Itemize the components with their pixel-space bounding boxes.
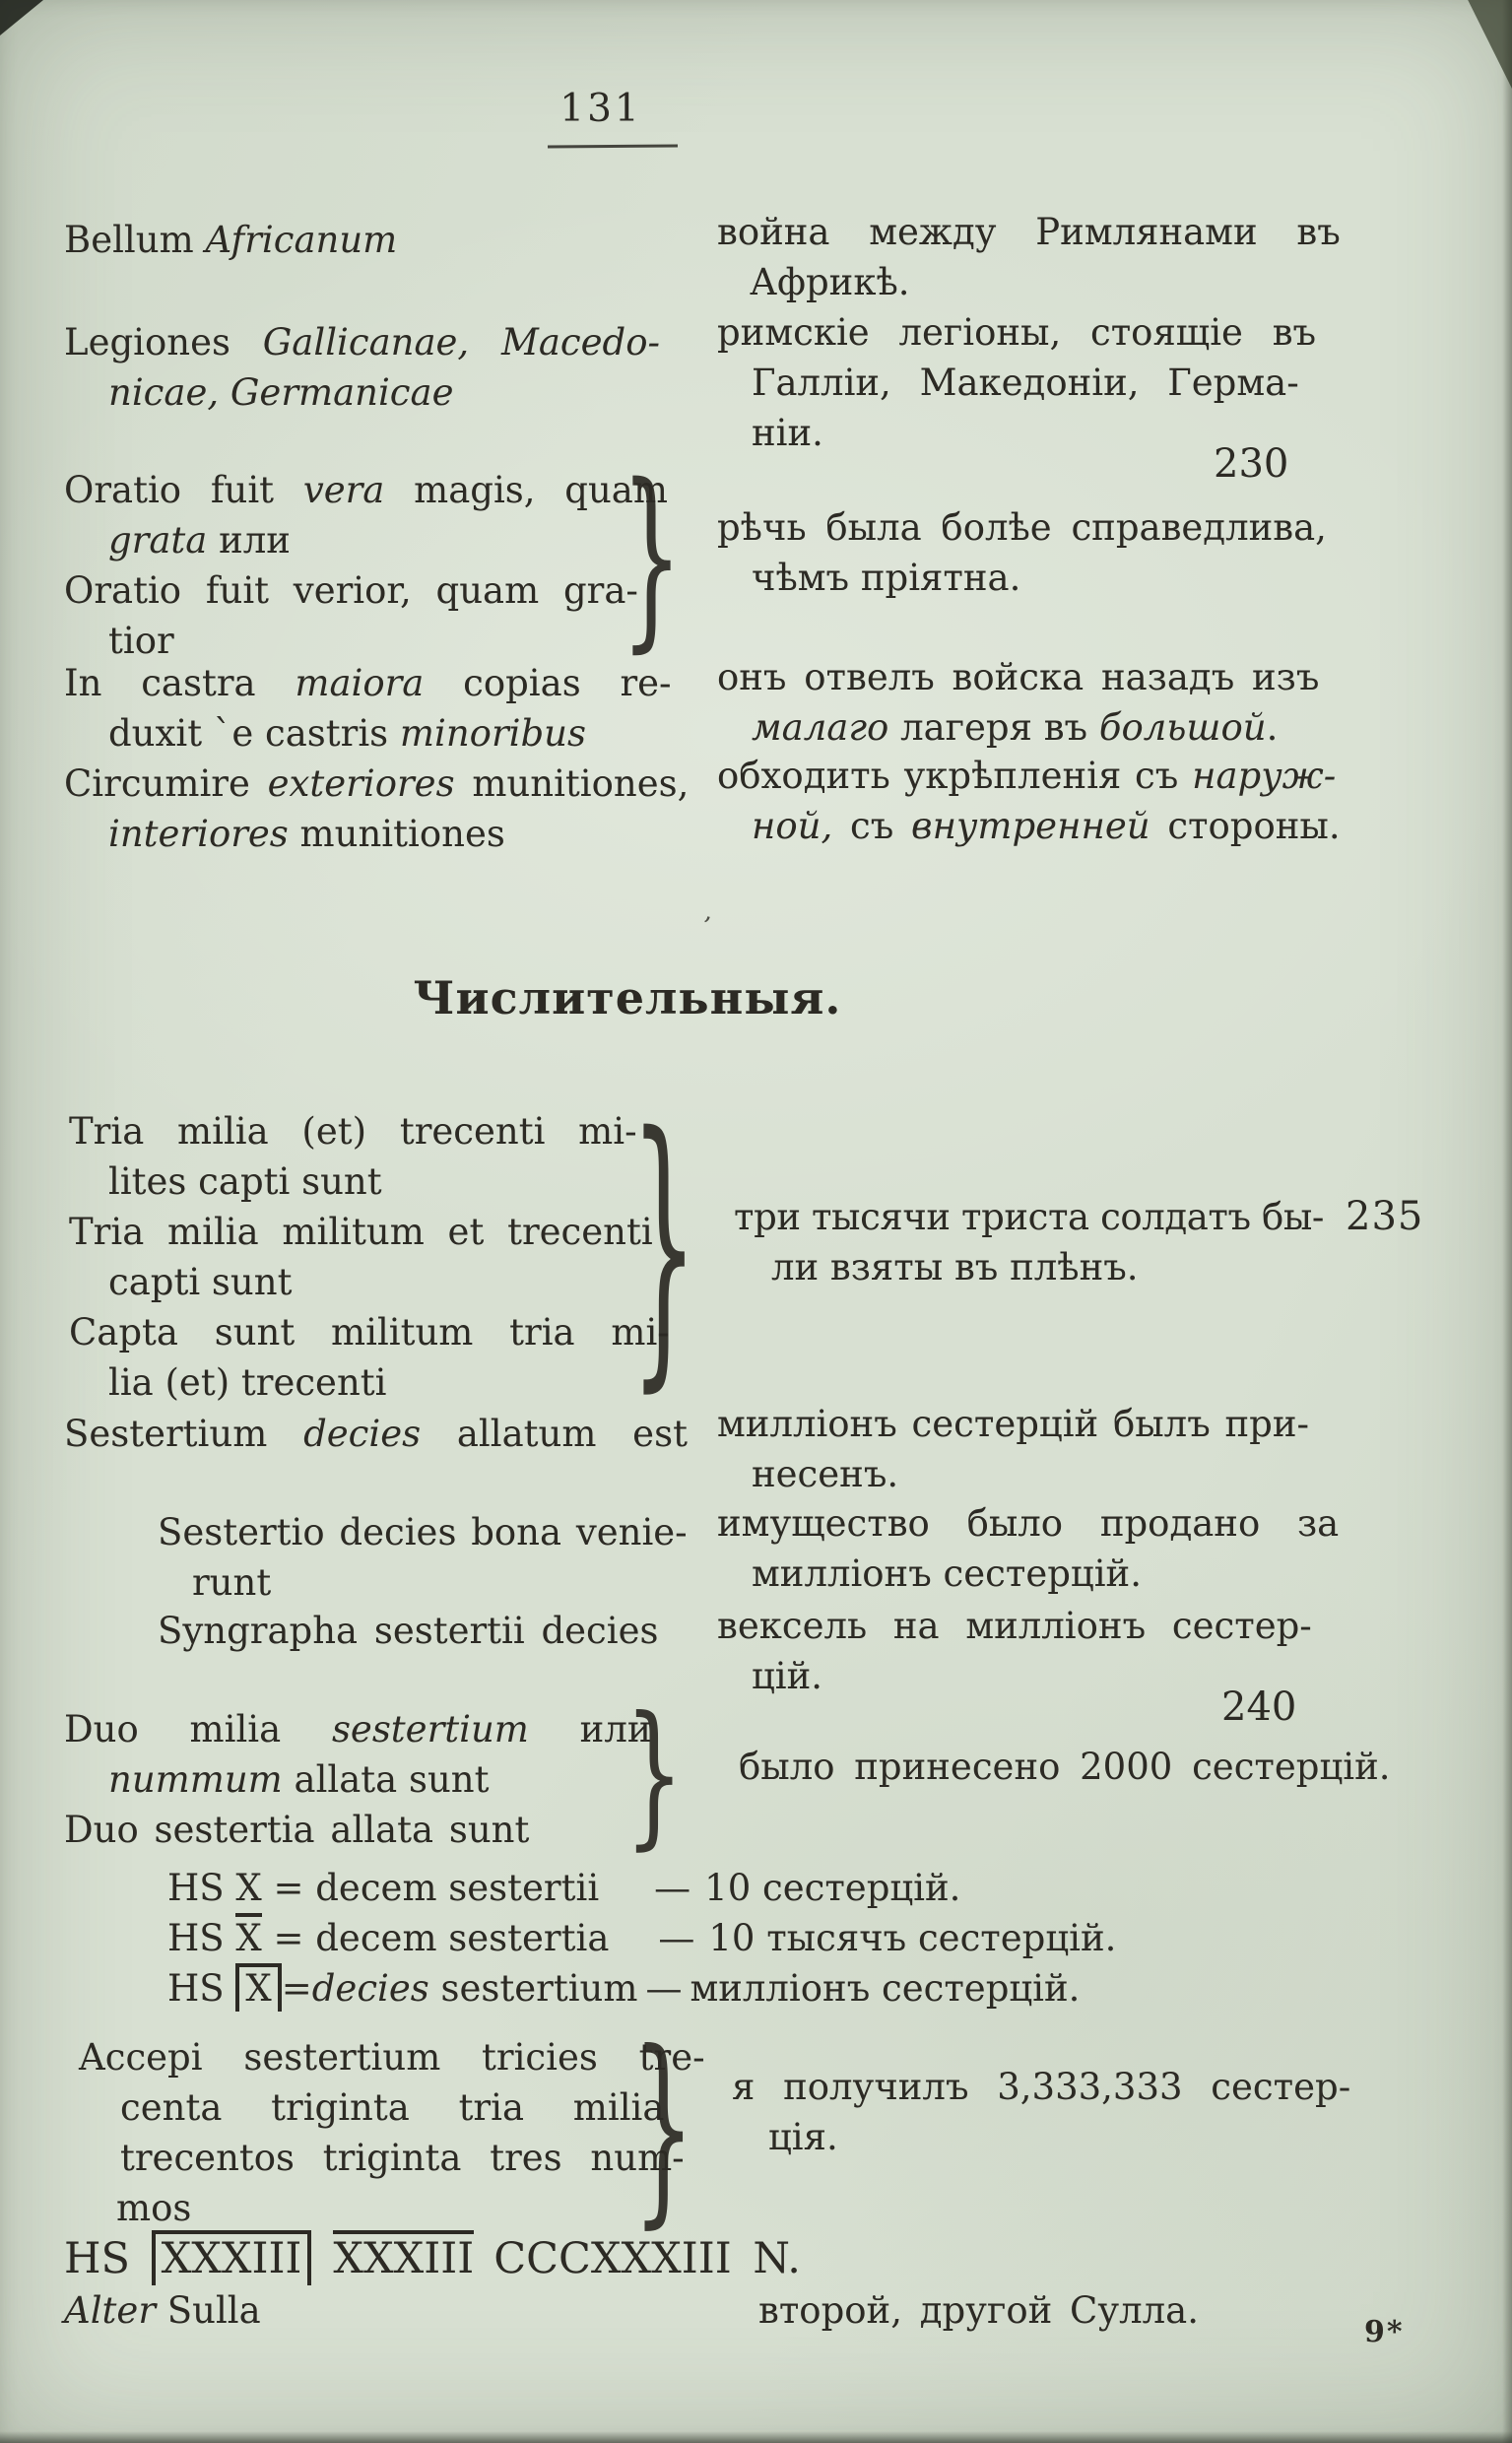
latin-segment: = decem sestertii xyxy=(261,1867,600,1909)
latin-italic-segment: grata xyxy=(108,519,208,561)
latin-line: Syngrapha sestertii decies xyxy=(158,1610,659,1652)
russian-line: ніи. xyxy=(752,412,823,454)
latin-segment: munitiones xyxy=(288,813,505,855)
latin-segment: copias re- xyxy=(424,662,672,704)
latin-segment: sestertium xyxy=(428,1967,638,2010)
latin-italic-segment: interiores xyxy=(108,813,289,855)
entry-tria-latin xyxy=(69,1106,670,1408)
latin-line xyxy=(64,1409,688,1459)
russian-line: милліонъ сестерцій былъ при- xyxy=(717,1403,1309,1445)
latin-italic-segment: nummum xyxy=(108,1758,283,1801)
latin-line: Accepi sestertium tricies tre- xyxy=(79,2036,705,2079)
latin-segment: In castra xyxy=(64,662,296,704)
russian-line: римскіе легіоны, стоящіе въ xyxy=(717,311,1317,354)
russian-segment: три тысячи триста солдатъ бы- xyxy=(734,1196,1325,1238)
latin-line xyxy=(108,809,689,859)
latin-segment: HS xyxy=(167,1867,236,1909)
russian-line xyxy=(752,702,1319,753)
russian-line: Африкѣ. xyxy=(750,261,910,303)
latin-italic-segment: Alter xyxy=(64,2289,157,2332)
russian-segment: . xyxy=(1266,706,1279,749)
russian-line: было принесено 2000 сестерцій. xyxy=(739,1746,1391,1788)
latin-segment: = xyxy=(281,1967,312,2010)
marginal-number-240: 240 xyxy=(1221,1684,1297,1730)
latin-line: lites capti sunt xyxy=(108,1160,382,1203)
entry-alter-russian xyxy=(758,2285,1199,2336)
entry-oratio-russian xyxy=(717,502,1327,603)
russian-segment: 10 тысячъ сестерцій. xyxy=(708,1917,1117,1959)
latin-segment: Duo milia xyxy=(64,1708,332,1750)
latin-segment: Bellum xyxy=(64,219,206,261)
roman-numeral: X xyxy=(235,1867,262,1909)
page-number-rule xyxy=(548,145,678,149)
russian-line: Галліи, Македоніи, Герма- xyxy=(752,362,1299,404)
russian-segment: съ xyxy=(832,805,912,847)
latin-line xyxy=(64,658,672,708)
latin-line: tior xyxy=(108,620,174,662)
russian-line: имущество было продано за xyxy=(717,1502,1340,1545)
roman-numeral: CCCXXXIII N. xyxy=(493,2234,801,2283)
hs-row-3 xyxy=(167,1963,1080,2014)
section-title: Числительныя. xyxy=(413,971,842,1024)
latin-line: Duo sestertia allata sunt xyxy=(64,1809,530,1851)
russian-segment: милліонъ сестерцій. xyxy=(690,1967,1081,2010)
latin-line: Tria milia militum et trecenti xyxy=(69,1211,653,1253)
latin-line: Sestertio decies bona venie- xyxy=(158,1511,688,1553)
hs-row-2 xyxy=(167,1913,1116,1963)
grouping-brace: } xyxy=(621,442,683,670)
scan-edge-right xyxy=(1502,0,1512,2443)
entry-sestertium-latin xyxy=(64,1409,688,1459)
latin-segment: munitiones, xyxy=(454,762,690,805)
latin-line xyxy=(64,215,397,265)
latin-italic-segment: decies xyxy=(303,1413,422,1455)
entry-syngrapha-latin xyxy=(158,1606,659,1656)
marginal-number-235: 235 xyxy=(1346,1194,1424,1239)
entry-accepi-latin xyxy=(79,2032,705,2233)
latin-italic-segment: maiora xyxy=(295,662,425,704)
latin-segment: HS xyxy=(64,2234,152,2283)
latin-line xyxy=(108,708,672,759)
entry-bellum-latin xyxy=(64,215,397,265)
scan-edge-bottom xyxy=(0,2431,1512,2443)
entry-legiones-latin xyxy=(64,317,660,418)
entry-tria-russian xyxy=(734,1192,1423,1292)
entry-incastra-russian xyxy=(717,652,1319,753)
entry-accepi-russian xyxy=(732,2062,1350,2162)
russian-line xyxy=(734,1192,1423,1242)
russian-line: рѣчь была болѣе справедлива, xyxy=(717,506,1327,549)
russian-line: милліонъ сестерцій. xyxy=(752,1552,1142,1595)
marginal-number-230: 230 xyxy=(1214,441,1289,487)
latin-line xyxy=(64,317,660,367)
grouping-brace: } xyxy=(632,2009,695,2247)
latin-italic-segment: Africanum xyxy=(205,219,398,261)
stray-mark: ’ xyxy=(697,911,713,943)
latin-segment: = decem sestertia xyxy=(261,1917,610,1959)
latin-line xyxy=(64,2285,261,2336)
russian-line xyxy=(752,801,1341,851)
latin-segment: allatum est xyxy=(421,1413,688,1455)
russian-line: ли взяты въ плѣнъ. xyxy=(771,1246,1139,1288)
russian-italic-segment: внутренней xyxy=(911,805,1150,847)
entry-sestertio-russian xyxy=(717,1498,1339,1599)
latin-italic-segment: Gallicanae, Macedo- xyxy=(262,321,660,363)
entry-circumire-latin xyxy=(64,759,689,859)
roman-numeral-boxed: X xyxy=(235,1963,281,2012)
latin-segment: Legiones xyxy=(64,321,263,363)
latin-line: Oratio fuit verior, quam gra- xyxy=(64,569,638,612)
russian-line: война между Римлянами въ xyxy=(717,211,1341,253)
latin-line: centa triginta tria milia xyxy=(120,2086,665,2129)
entry-sestertium-russian xyxy=(717,1399,1309,1499)
latin-line: capti sunt xyxy=(108,1261,293,1303)
latin-line: nicae, Germanicae xyxy=(108,371,454,414)
signature-mark: 9* xyxy=(1364,2315,1405,2349)
latin-italic-segment: decies xyxy=(311,1967,429,2010)
russian-italic-segment: ной, xyxy=(752,805,833,847)
latin-italic-segment: vera xyxy=(302,469,385,511)
latin-italic-segment: sestertium xyxy=(331,1708,529,1750)
latin-line: lia (et) trecenti xyxy=(108,1361,387,1404)
latin-segment: duxit `e castris xyxy=(108,712,400,755)
latin-line xyxy=(64,1704,651,1754)
latin-italic-segment: exteriores xyxy=(267,762,455,805)
russian-line: ція. xyxy=(768,2116,838,2158)
entry-sestertio-latin xyxy=(158,1507,688,1608)
latin-segment: magis, quam xyxy=(384,469,668,511)
latin-segment: Sestertium xyxy=(64,1413,304,1455)
latin-line: trecentos triginta tres num- xyxy=(120,2137,685,2179)
latin-italic-segment: minoribus xyxy=(399,712,586,755)
entry-alter-latin xyxy=(64,2285,261,2336)
latin-line: Capta sunt militum tria mi- xyxy=(69,1311,670,1354)
russian-line: чѣмъ пріятна. xyxy=(752,557,1021,599)
latin-segment: HS xyxy=(167,1917,236,1959)
russian-italic-segment: малаго xyxy=(752,706,889,749)
entry-incastra-latin xyxy=(64,658,672,759)
latin-line: mos xyxy=(116,2187,192,2229)
latin-line xyxy=(108,1754,651,1805)
russian-segment: обходить укрѣпленія съ xyxy=(717,755,1193,797)
dash: — xyxy=(654,1867,691,1909)
hs-row-1 xyxy=(167,1863,960,1913)
russian-line: цій. xyxy=(752,1655,823,1697)
russian-italic-segment: наруж- xyxy=(1192,755,1337,797)
entry-duo-russian xyxy=(739,1742,1391,1792)
latin-line xyxy=(108,515,668,565)
hs-roman-line xyxy=(64,2230,801,2285)
latin-line xyxy=(64,759,689,809)
entry-duo-latin xyxy=(64,1704,651,1855)
grouping-brace: } xyxy=(630,1075,698,1417)
russian-segment: 10 сестерцій. xyxy=(704,1867,961,1909)
entry-legiones-russian xyxy=(717,307,1316,458)
russian-line: второй, другой Сулла. xyxy=(758,2289,1199,2332)
latin-segment: Sulla xyxy=(156,2289,261,2332)
russian-line xyxy=(717,751,1341,801)
russian-line: несенъ. xyxy=(752,1453,899,1495)
latin-line xyxy=(64,465,668,515)
latin-segment: или xyxy=(207,519,291,561)
latin-segment: или xyxy=(528,1708,652,1750)
latin-segment: HS xyxy=(167,1967,236,2010)
entry-circumire-russian xyxy=(717,751,1341,851)
roman-numeral-overlined: X xyxy=(235,1913,261,1958)
roman-numeral-boxed: XXXIII xyxy=(152,2230,312,2285)
russian-segment: лагеря въ xyxy=(888,706,1099,749)
russian-line: я получилъ 3,333,333 сестер- xyxy=(732,2066,1351,2108)
latin-segment: allata sunt xyxy=(282,1758,490,1801)
roman-numeral-overlined: XXXIII xyxy=(333,2230,474,2282)
page-number: 131 xyxy=(559,87,642,131)
latin-segment: Oratio fuit xyxy=(64,469,303,511)
russian-segment: стороны. xyxy=(1150,805,1341,847)
latin-line: runt xyxy=(192,1561,272,1604)
russian-italic-segment: большой xyxy=(1098,706,1267,749)
grouping-brace: } xyxy=(625,1684,685,1865)
dash: — xyxy=(658,1917,695,1959)
russian-line: онъ отвелъ войска назадъ изъ xyxy=(717,656,1320,698)
dash: — xyxy=(645,1967,683,2010)
scan-corner-top-left xyxy=(0,0,43,35)
latin-line: Tria milia (et) trecenti mi- xyxy=(69,1110,637,1153)
entry-bellum-russian xyxy=(717,207,1341,307)
russian-line: вексель на милліонъ сестер- xyxy=(717,1605,1312,1647)
latin-segment: Circumire xyxy=(64,762,268,805)
entry-oratio-latin xyxy=(64,465,668,666)
